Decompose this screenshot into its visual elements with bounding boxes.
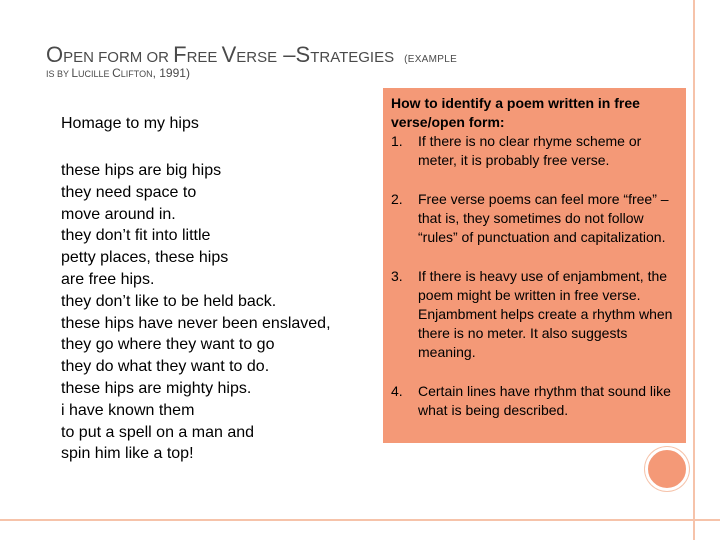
tip-item [391,382,678,420]
tips-list [391,132,678,420]
poem-line: they go where they want to go [61,336,275,354]
title-cap: S [295,42,311,67]
title-smallcaps: REE [186,49,222,66]
panel-heading: How to identify a poem written in free verse/open form: [391,95,640,130]
poem-lines [61,160,371,465]
tip-number: 3. [391,268,403,284]
poem-line: these hips are mighty hips. [61,379,252,397]
slide-subtitle [46,66,190,80]
subtitle-part: IS BY [46,69,72,79]
tip-number: 1. [391,133,403,149]
subtitle-part: UCILLE [78,69,113,79]
poem-line: these hips are big hips [61,162,222,179]
poem-line: petty places, these hips [61,249,229,267]
poem-line: these hips have never been enslaved, [61,314,331,332]
title-dash: – [277,42,296,67]
tip-text: If there is heavy use of enjambment, the poem might be written in free verse. Enjambment helps create a rhythm when there is no meter. It also suggests meaning. [418,268,673,360]
title-smallcaps: ERSE [236,49,278,66]
tip-item [391,132,678,170]
frame-horizontal-line [0,519,720,521]
poem-line: they don’t fit into little [61,227,211,245]
poem-line: move around in. [61,205,176,223]
poem-line: they don’t like to be held back. [61,292,277,310]
poem-block [61,114,371,465]
tip-text: Free verse poems can feel more “free” – that is, they sometimes do not follow “rules” of punctuation and capitalization. [418,191,669,245]
tip-item [391,267,678,362]
poem-line: they need space to [61,183,197,201]
slide-title [46,33,457,70]
poem-line: i have known them [61,401,195,419]
tip-item [391,190,678,247]
subtitle-part: L [71,66,79,80]
poem-line: spin him like a top! [61,445,194,463]
poem-line: to put a spell on a man and [61,423,255,441]
poem-line: are free hips. [61,270,155,288]
poem-line: they do what they want to do. [61,358,270,376]
tip-number: 4. [391,383,403,399]
title-cap: V [221,42,237,67]
title-cap: F [173,42,187,67]
tip-text: Certain lines have rhythm that sound like what is being described. [418,383,671,418]
title-cap: O [46,42,64,67]
subtitle-part: , 1991) [152,66,190,80]
tip-number: 2. [391,191,403,207]
strategy-panel [383,88,686,443]
poem-title: Homage to my hips [61,115,199,132]
subtitle-part: C [112,66,121,80]
decorative-circle [645,447,689,491]
subtitle-part: LIFTON [120,69,153,79]
title-smallcaps: PEN FORM OR [63,49,174,66]
tip-text: If there is no clear rhyme scheme or meter, it is probably free verse. [418,133,642,168]
frame-vertical-line [693,0,695,540]
title-smallcaps: TRATEGIES [310,49,395,66]
title-paren: (EXAMPLE [404,54,458,65]
